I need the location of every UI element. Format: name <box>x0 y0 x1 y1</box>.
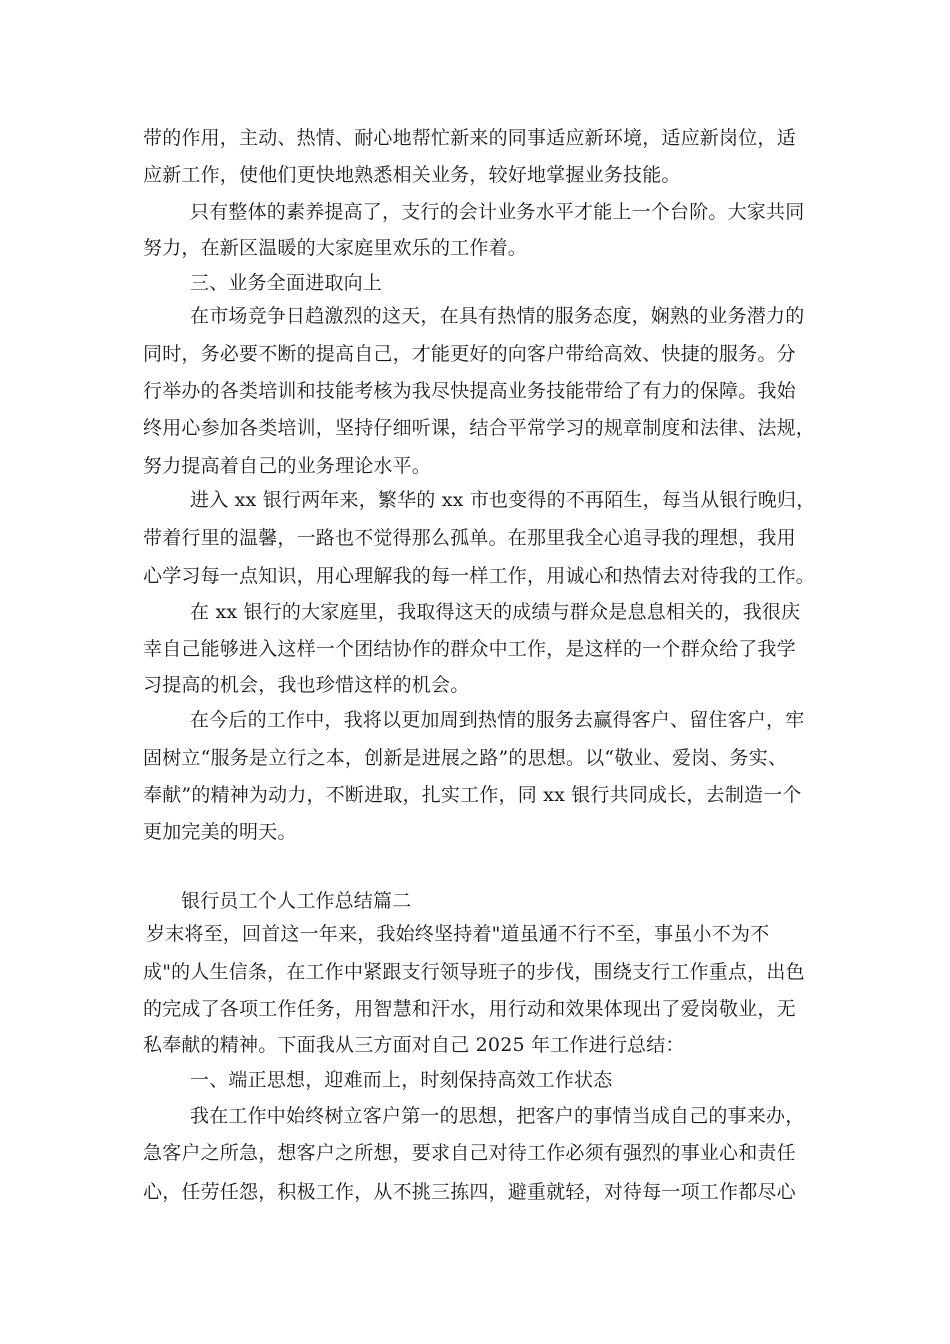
paragraph-line: 努力提高着自己的业务理论水平。 <box>143 455 432 477</box>
paragraph-line: 带的作用，主动、热情、耐心地帮忙新来的同事适应新环境，适应新岗位，适 <box>143 127 796 149</box>
paragraph-line: 固树立“服务是立行之本，创新是进展之路”的思想。以“敬业、爱岗、务实、 <box>143 747 788 769</box>
paragraph-line: 应新工作，使他们更快地熟悉相关业务，较好地掌握业务技能。 <box>143 164 681 186</box>
section-heading: 三、业务全面进取向上 <box>190 272 383 294</box>
paragraph-line: 的完成了各项工作任务，用智慧和汗水，用行动和效果体现出了爱岗敬业，无 <box>143 998 796 1020</box>
paragraph-line: 带着行里的温馨，一路也不觉得那么孤单。在那里我全心追寻我的理想，我用 <box>143 527 796 549</box>
paragraph-line: 更加完美的明天。 <box>143 821 297 843</box>
paragraph-line: 幸自己能够进入这样一个团结协作的群众中工作，是这样的一个群众给了我学 <box>143 638 796 660</box>
paragraph-line: 岁末将至，回首这一年来，我始终坚持着"道虽通不行不至，事虽小不为不 <box>146 923 770 945</box>
paragraph-line: 奉献”的精神为动力，不断进取，扎实工作，同 xx 银行共同成长，去制造一个 <box>143 784 802 806</box>
paragraph-line: 心，任劳任怨，积极工作，从不挑三拣四，避重就轻，对待每一项工作都尽心 <box>143 1181 796 1203</box>
paragraph-line: 努力，在新区温暖的大家庭里欢乐的工作着。 <box>143 237 528 259</box>
paragraph-line: 在 xx 银行的大家庭里，我取得这天的成绩与群众是息息相关的，我很庆 <box>190 601 801 623</box>
paragraph-line: 进入 xx 银行两年来，繁华的 xx 市也变得的不再陌生，每当从银行晚归， <box>190 489 816 511</box>
paragraph-line: 终用心参加各类培训，坚持仔细听课，结合平常学习的规章制度和法律、法规， <box>143 417 816 439</box>
section-heading: 一、端正思想，迎难而上，时刻保持高效工作状态 <box>190 1069 613 1091</box>
paragraph-line: 行举办的各类培训和技能考核为我尽快提高业务技能带给了有力的保障。我始 <box>143 380 796 402</box>
paragraph-line: 在今后的工作中，我将以更加周到热情的服务去赢得客户、留住客户，牢 <box>190 709 805 731</box>
paragraph-line: 习提高的机会，我也珍惜这样的机会。 <box>143 674 470 696</box>
paragraph-line: 在市场竞争日趋激烈的这天，在具有热情的服务态度，娴熟的业务潜力的 <box>190 305 805 327</box>
article-title: 银行员工个人工作总结篇二 <box>181 890 412 912</box>
paragraph-line: 成"的人生信条，在工作中紧跟支行领导班子的步伐，围绕支行工作重点，出色 <box>143 961 805 983</box>
paragraph-line: 同时，务必要不断的提高自己，才能更好的向客户带给高效、快捷的服务。分 <box>143 343 796 365</box>
paragraph-line: 心学习每一点知识，用心理解我的每一样工作，用诚心和热情去对待我的工作。 <box>143 565 816 587</box>
paragraph-line: 私奉献的精神。下面我从三方面对自己 2025 年工作进行总结： <box>143 1034 685 1056</box>
paragraph-line: 急客户之所急，想客户之所想，要求自己对待工作必须有强烈的事业心和责任 <box>143 1142 796 1164</box>
paragraph-line: 只有整体的素养提高了，支行的会计业务水平才能上一个台阶。大家共同 <box>190 201 805 223</box>
paragraph-line: 我在工作中始终树立客户第一的思想，把客户的事情当成自己的事来办， <box>190 1105 805 1127</box>
